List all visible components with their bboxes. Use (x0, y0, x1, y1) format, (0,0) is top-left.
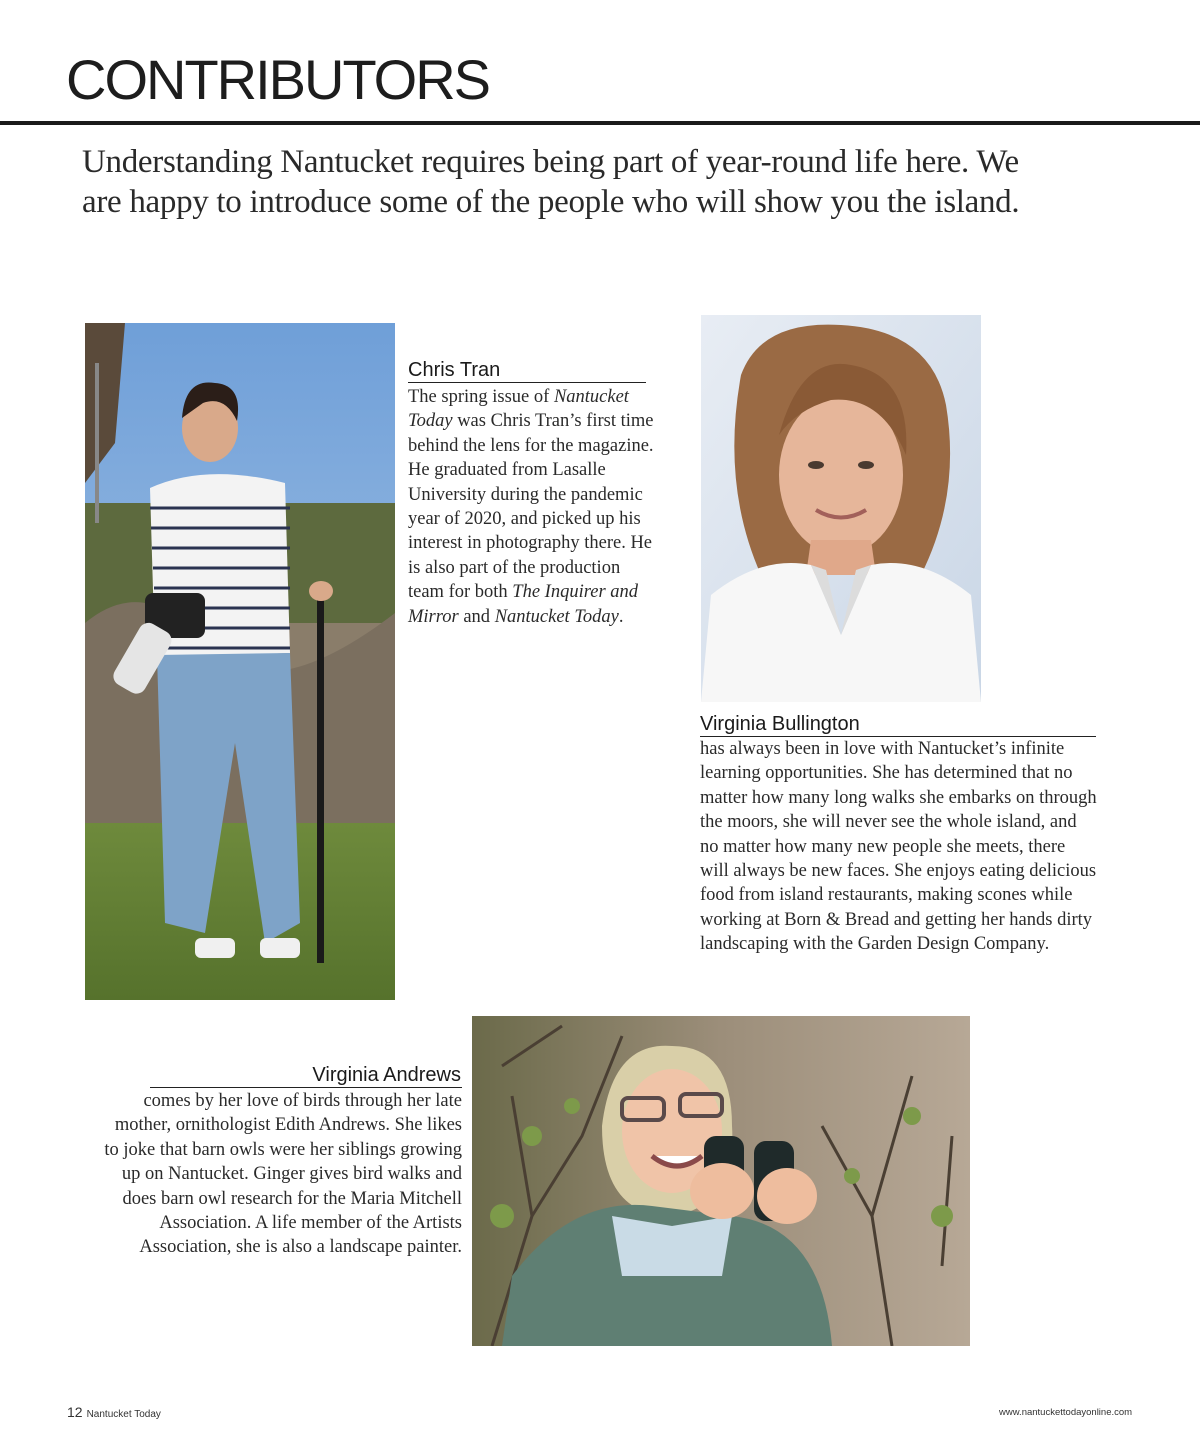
photo-virginia-andrews (472, 1016, 970, 1346)
intro-text (82, 142, 1102, 222)
intro-line-1: Understanding Nantucket requires being part of year-round life here. We (82, 144, 1019, 180)
footer-url: www.nantuckettodayonline.com (999, 1407, 1133, 1418)
contributor-name-virginia-bullington: Virginia Bullington (700, 713, 860, 735)
footer-left (67, 1404, 161, 1422)
contributor-name-virginia-andrews: Virginia Andrews (312, 1064, 461, 1086)
title-divider (0, 121, 1200, 125)
page-title: CONTRIBUTORS (66, 48, 489, 111)
page-number: 12 (67, 1404, 83, 1420)
name-underline (408, 382, 646, 383)
contributor-bio-virginia-bullington: has always been in love with Nantucket’s infinite learning opportunities. She has determined that no matter how many long walks she embarks on through the moors, she will never see the whole island, and no matter how many new people she meets, there will always be new faces. She enjoys eating delicious food from island restaurants, making scones while working at Born & Bread and getting her hands dirty landscaping with the Garden Design Company. (700, 739, 1097, 955)
photo-virginia-bullington (701, 315, 981, 702)
contributor-name-chris-tran: Chris Tran (408, 359, 501, 381)
intro-line-2: are happy to introduce some of the people who will show you the island. (82, 184, 1020, 220)
contributor-bio-virginia-andrews: comes by her love of birds through her late mother, ornithologist Edith Andrews. She likes to joke that barn owls were her siblings growing up on Nantucket. Ginger gives bird walks and does barn owl research for the Maria Mitchell Association. A life member of the Artists Association, she is also a landscape painter. (104, 1091, 462, 1258)
photo-chris-tran (85, 323, 395, 1000)
magazine-name: Nantucket Today (86, 1409, 161, 1420)
name-underline (150, 1087, 462, 1088)
contributor-bio-chris-tran: The spring issue of Nantucket Today was Chris Tran’s first time behind the lens for the magazine. He graduated from Lasalle University during the pandemic year of 2020, and picked up his interest in photography there. He is also part of the production team for both The Inquirer and Mirror and Nantucket Today. (408, 387, 654, 627)
